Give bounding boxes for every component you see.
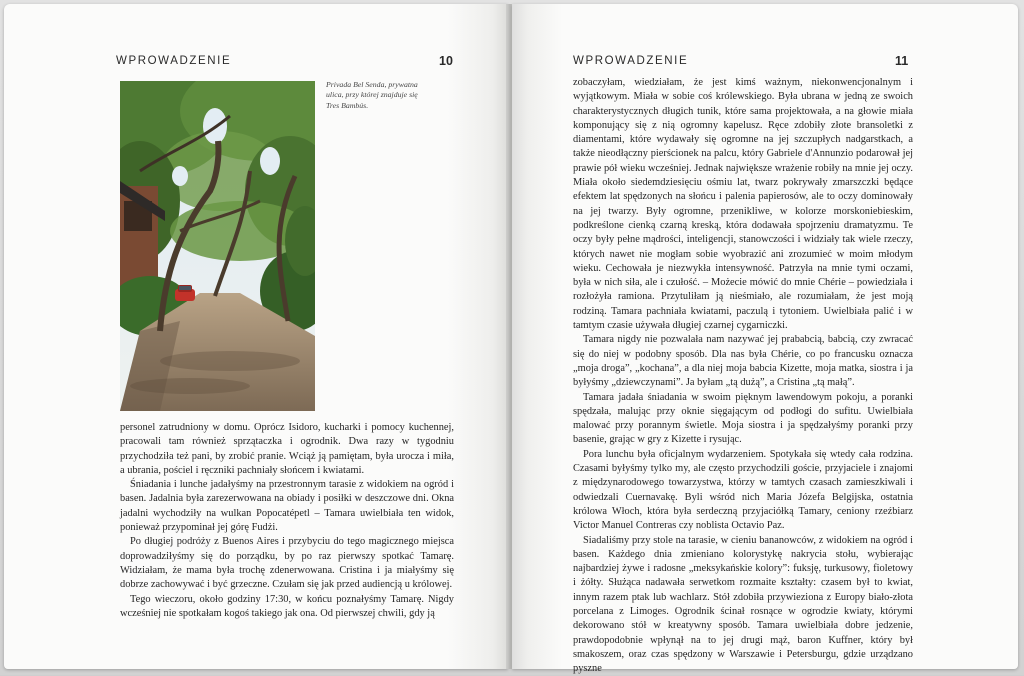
right-body-text [573, 76, 913, 676]
photo-caption: Privada Bel Senda, prywatna ulica, przy której znajduje się Tres Bambús. [326, 80, 426, 111]
page-number: 10 [439, 54, 453, 68]
paragraph: Tamara nigdy nie pozwalała nam nazywać jej prababcią, babcią, czy zwracać się do niej w podobny sposób. Dla nas była Chérie, co po francusku oznacza „moja droga”, „kochana”, a dla niej moja babcia Kizette, moja matka, siostra i ja byłyśmy „dziewczynami”. Ja byłam „tą dużą”, a Cristina „tą małą”. [573, 333, 913, 390]
paragraph: Śniadania i lunche jadałyśmy na przestronnym tarasie z widokiem na ogród i basen. Jadalnia była zarezerwowana na obiady i posiłki w deszczowe dni. Okna jadalni wychodziły na wulkan Popocatépetl – Tamara uwielbiała ten widok, ponieważ przypominał jej górę Fudżi. [120, 478, 454, 535]
paragraph: Siadaliśmy przy stole na tarasie, w cieniu bananowców, z widokiem na ogród i basen. Każdego dnia zmieniano kolorystykę nakrycia stołu, wybierając najbardziej żywe i radosne „meksykańskie kolory”: fuksję, turkusowy, fioletowy i żółty. Służąca nadawała serwetkom rozmaite kształty: czasem był to kwiat, innym razem ptak lub wachlarz. Stół zdobiła przywieziona z Europy biało-złota porcelana z Limoges. Ogrodnik ścinał rosnące w ogrodzie kwiaty, którymi dekorowano stół w kreatywny sposób. Tamara uwielbiała dobre jedzenie, prawdopodobnie wpłynął na to jej drugi mąż, baron Kuffner, który był smakoszem, oraz czas spędzony w Warszawie i Petersburgu, gdzie urządzano pyszne [573, 534, 913, 676]
paragraph: Po długiej podróży z Buenos Aires i przybyciu do tego magicznego miejsca doprowadziłyśmy się do porządku, by po raz pierwszy spotkać Tamarę. Widziałam, że mama była trochę zdenerwowana. Cristina i ja miałyśmy się dobrze zachowywać i być grzeczne. Czułam się jak przed audiencją u królowej. [120, 535, 454, 592]
page-number: 11 [895, 54, 908, 68]
paragraph: Tego wieczoru, około godziny 17:30, w końcu poznałyśmy Tamarę. Nigdy wcześniej nie spotkałam kogoś takiego jak ona. Od pierwszej chwili, gdy ją [120, 593, 454, 622]
paragraph: zobaczyłam, wiedziałam, że jest kimś ważnym, niekonwencjonalnym i wyjątkowym. Miała w sobie coś królewskiego. Była ubrana w jedną ze swoich charakterystycznych długich tunik, które sama projektowała, a na głowie miała komponujący się z nią ogromny kapelusz. Ręce zdobiły złote bransoletki z diamentami, które wydawały się ogromne na jej szczupłych nadgarstkach, a także nieodłączny pierścionek na palcu, który Gabriele d'Annunzio podarował jej prawie pół wieku wcześniej. Jednak największe wrażenie robiły na mnie jej oczy. Miała około siedemdziesięciu ośmiu lat, twarz pokrywały zmarszczki będące efektem lat spędzonych na słońcu i palenia papierosów, ale to oczy dominowały na jej twarzy. Były ogromne, przenikliwe, w kolorze morskoniebieskim, podkreślone cienką czarną kreską, która dodawała spojrzeniu dramatyzmu. Te oczy były pełne mądrości, inteligencji, stanowczości i widziały tak wiele rzeczy, których nawet nie mogłam sobie wyobrazić ani zrozumieć w moim młodym wieku. Cechowała je niezwykła intensywność. Patrzyła na mnie tymi oczami, była w nich siła, ale i czułość. – Możecie mówić do mnie Chérie – powiedziała i rozłożyła ramiona. Przytuliłam ją nieśmiało, ale rozumiałam, że jest moją rodziną. Tamara pachniała kwiatami, paczulą i tytoniem. Uwielbiała palić i w tamtym czasie używała długiej czarnej cygarniczki. [573, 76, 913, 333]
paragraph: Tamara jadała śniadania w swoim pięknym lawendowym pokoju, a poranki spędzała, malując przy oknie sięgającym od podłogi do sufitu. Uwielbiała malować przy porannym świetle. Moja siostra i ja spędzałyśmy poranki przy basenie, grając w gry z Kizette i rysując. [573, 391, 913, 448]
right-page [512, 4, 1018, 669]
paragraph: Pora lunchu była oficjalnym wydarzeniem. Spotykała się wtedy cała rodzina. Czasami byłyśmy tylko my, ale często przychodzili goście, przyjaciele i znajomi z międzynarodowego towarzystwa, którzy w tamtych czasach zamieszkiwali i odwiedzali Cuernavakę. Byli wśród nich Maria Józefa Belgijska, ostatnia królowa Włoch, która była serdeczną przyjaciółką Tamary, ceniony rzeźbiarz Victor Manuel Contreras czy noblista Octavio Paz. [573, 448, 913, 534]
left-body-text [120, 421, 454, 621]
running-head: WPROWADZENIE [116, 55, 231, 67]
paragraph: personel zatrudniony w domu. Oprócz Isidoro, kucharki i pomocy kuchennej, pracowali tam również sprzątaczka i ogrodnik. Dwa razy w tygodniu przychodziła też pani, by zrobić pranie. Wciąż ją pamiętam, była urocza i miła, a ubrania, pościel i ręczniki pachniały słońcem i kwiatami. [120, 421, 454, 478]
street-photo [120, 81, 315, 411]
left-page [4, 4, 508, 669]
running-head: WPROWADZENIE [573, 55, 688, 67]
